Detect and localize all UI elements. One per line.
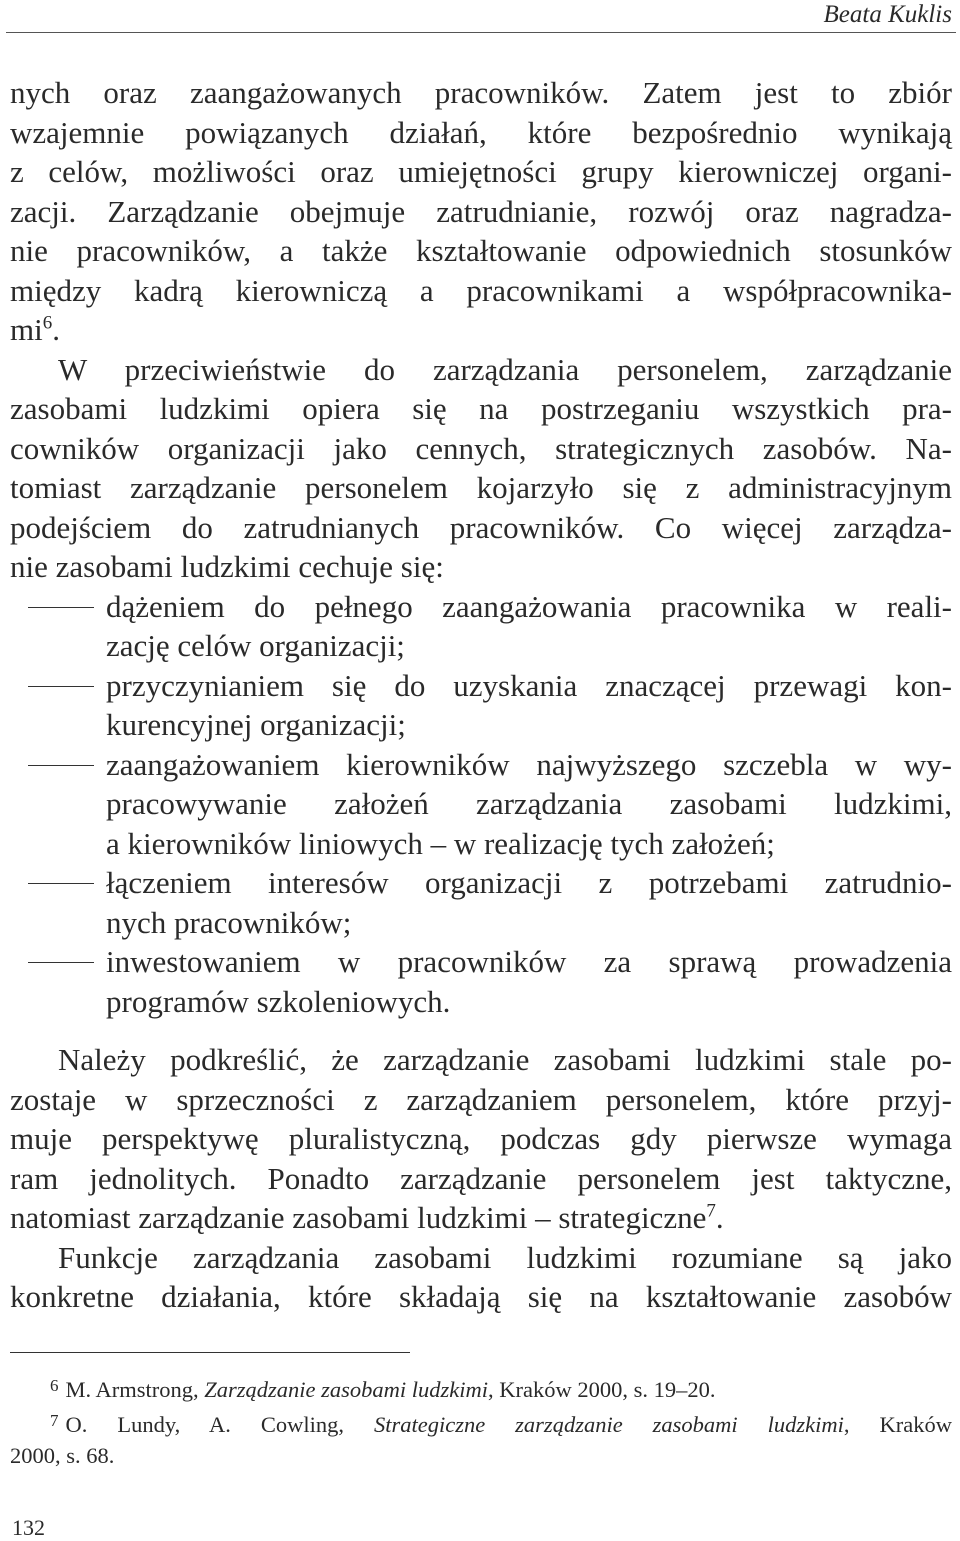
footnote-divider bbox=[10, 1352, 410, 1353]
text-line: zostaje w sprzeczności z zarządzaniem personelem, które przyj- bbox=[10, 1081, 952, 1117]
footnote-title: Strategiczne zarządzanie zasobami ludzkimi bbox=[373, 1412, 844, 1437]
text-line: dążeniem do pełnego zaangażowania pracownika w reali- bbox=[106, 588, 952, 624]
text-line: wzajemnie powiązanych działań, które bezpośrednio wynikają bbox=[10, 114, 952, 150]
text-line: muje perspektywę pluralistyczną, podczas gdy pierwsze wymaga bbox=[10, 1121, 952, 1156]
footnote-number: 7 bbox=[50, 1411, 59, 1430]
footnote-number: 6 bbox=[50, 1376, 59, 1395]
text-line: zasobami ludzkimi opiera się na postrzeganiu wszystkich pra- bbox=[10, 391, 952, 426]
text-line: nych oraz zaangażowanych pracowników. Zatem jest to zbiór bbox=[10, 75, 952, 110]
text-line: Funkcje zarządzania zasobami ludzkimi rozumiane są jako bbox=[58, 1239, 952, 1275]
text-line bbox=[10, 310, 952, 350]
list-item bbox=[10, 863, 952, 942]
text-line: pracowywanie założeń zarządzania zasobami ludzkimi, bbox=[106, 786, 952, 821]
footnote-line bbox=[10, 1405, 952, 1440]
list-item bbox=[10, 587, 952, 666]
dash-bullet bbox=[10, 745, 106, 864]
dash-bullet bbox=[10, 942, 106, 1021]
list-item bbox=[10, 666, 952, 745]
text-line: Należy podkreślić, że zarządzanie zasobami ludzkimi stale po- bbox=[58, 1042, 952, 1077]
text-line bbox=[10, 1198, 952, 1238]
list-item bbox=[10, 745, 952, 864]
text-fragment: natomiast zarządzanie zasobami ludzkimi – strategiczne bbox=[10, 1200, 707, 1235]
footnotes bbox=[10, 1370, 952, 1471]
text-line: ram jednolitych. Ponadto zarządzanie personelem jest taktyczne, bbox=[10, 1160, 952, 1196]
paragraph-gap bbox=[10, 1021, 952, 1040]
text-line: podejściem do zatrudnianych pracowników. Co więcej zarządza- bbox=[10, 509, 952, 545]
footnote-ref[interactable]: 7 bbox=[706, 1200, 716, 1222]
footnote-publication: , Kraków bbox=[843, 1412, 952, 1437]
text-line: zacji. Zarządzanie obejmuje zatrudnianie, rozwój oraz nagradza- bbox=[10, 193, 952, 229]
list-item bbox=[10, 942, 952, 1021]
text-line: nych pracowników; bbox=[106, 904, 352, 940]
text-line: zację celów organizacji; bbox=[106, 628, 405, 663]
footnote bbox=[10, 1370, 952, 1405]
text-line: cowników organizacji jako cennych, strategicznych zasobów. Na- bbox=[10, 430, 952, 466]
footnote-title: Zarządzanie zasobami ludzkimi bbox=[204, 1377, 489, 1402]
text-fragment: . bbox=[715, 1200, 724, 1235]
footnote-ref[interactable]: 6 bbox=[42, 312, 53, 334]
text-line: zaangażowaniem kierowników najwyższego szczebla w wy- bbox=[106, 746, 952, 782]
text-line: konkretne działania, które składają się na kształtowanie zasobów bbox=[10, 1279, 952, 1314]
text-fragment: mi bbox=[10, 312, 43, 347]
text-line: kurencyjnej organizacji; bbox=[106, 707, 406, 742]
text-line: tomiast zarządzanie personelem kojarzyło się z administracyjnym bbox=[10, 470, 952, 505]
text-line: programów szkoleniowych. bbox=[106, 983, 451, 1019]
text-line: inwestowaniem w pracowników za sprawą prowadzenia bbox=[106, 944, 952, 979]
body-text bbox=[10, 73, 952, 1317]
page-number: 132 bbox=[12, 1515, 45, 1540]
text-line: z celów, możliwości oraz umiejętności grupy kierowniczej organi- bbox=[10, 154, 952, 189]
footnote-line: 2000, s. 68. bbox=[10, 1443, 115, 1468]
dash-bullet bbox=[10, 587, 106, 666]
header-divider bbox=[6, 32, 956, 33]
text-line: łączeniem interesów organizacji z potrzebami zatrudnio- bbox=[106, 865, 952, 900]
dash-bullet bbox=[10, 666, 106, 745]
text-line: W przeciwieństwie do zarządzania personelem, zarządzanie bbox=[58, 351, 952, 387]
text-line: między kadrą kierowniczą a pracownikami a współpracownika- bbox=[10, 272, 952, 308]
dash-bullet bbox=[10, 863, 106, 942]
footnote bbox=[10, 1405, 952, 1471]
footnote-publication: , Kraków 2000, s. 19–20. bbox=[488, 1377, 716, 1402]
text-line: nie zasobami ludzkimi cechuje się: bbox=[10, 549, 444, 584]
footnote-author: M. Armstrong, bbox=[65, 1377, 205, 1402]
text-line: przyczynianiem się do uzyskania znaczącej przewagi kon- bbox=[106, 667, 952, 703]
text-fragment: . bbox=[52, 312, 60, 347]
text-line: a kierowników liniowych – w realizację tych założeń; bbox=[106, 825, 775, 861]
running-header-author: Beata Kuklis bbox=[823, 1, 952, 28]
footnote-author: O. Lundy, A. Cowling, bbox=[65, 1412, 374, 1437]
text-line: nie pracowników, a także kształtowanie odpowiednich stosunków bbox=[10, 233, 952, 268]
